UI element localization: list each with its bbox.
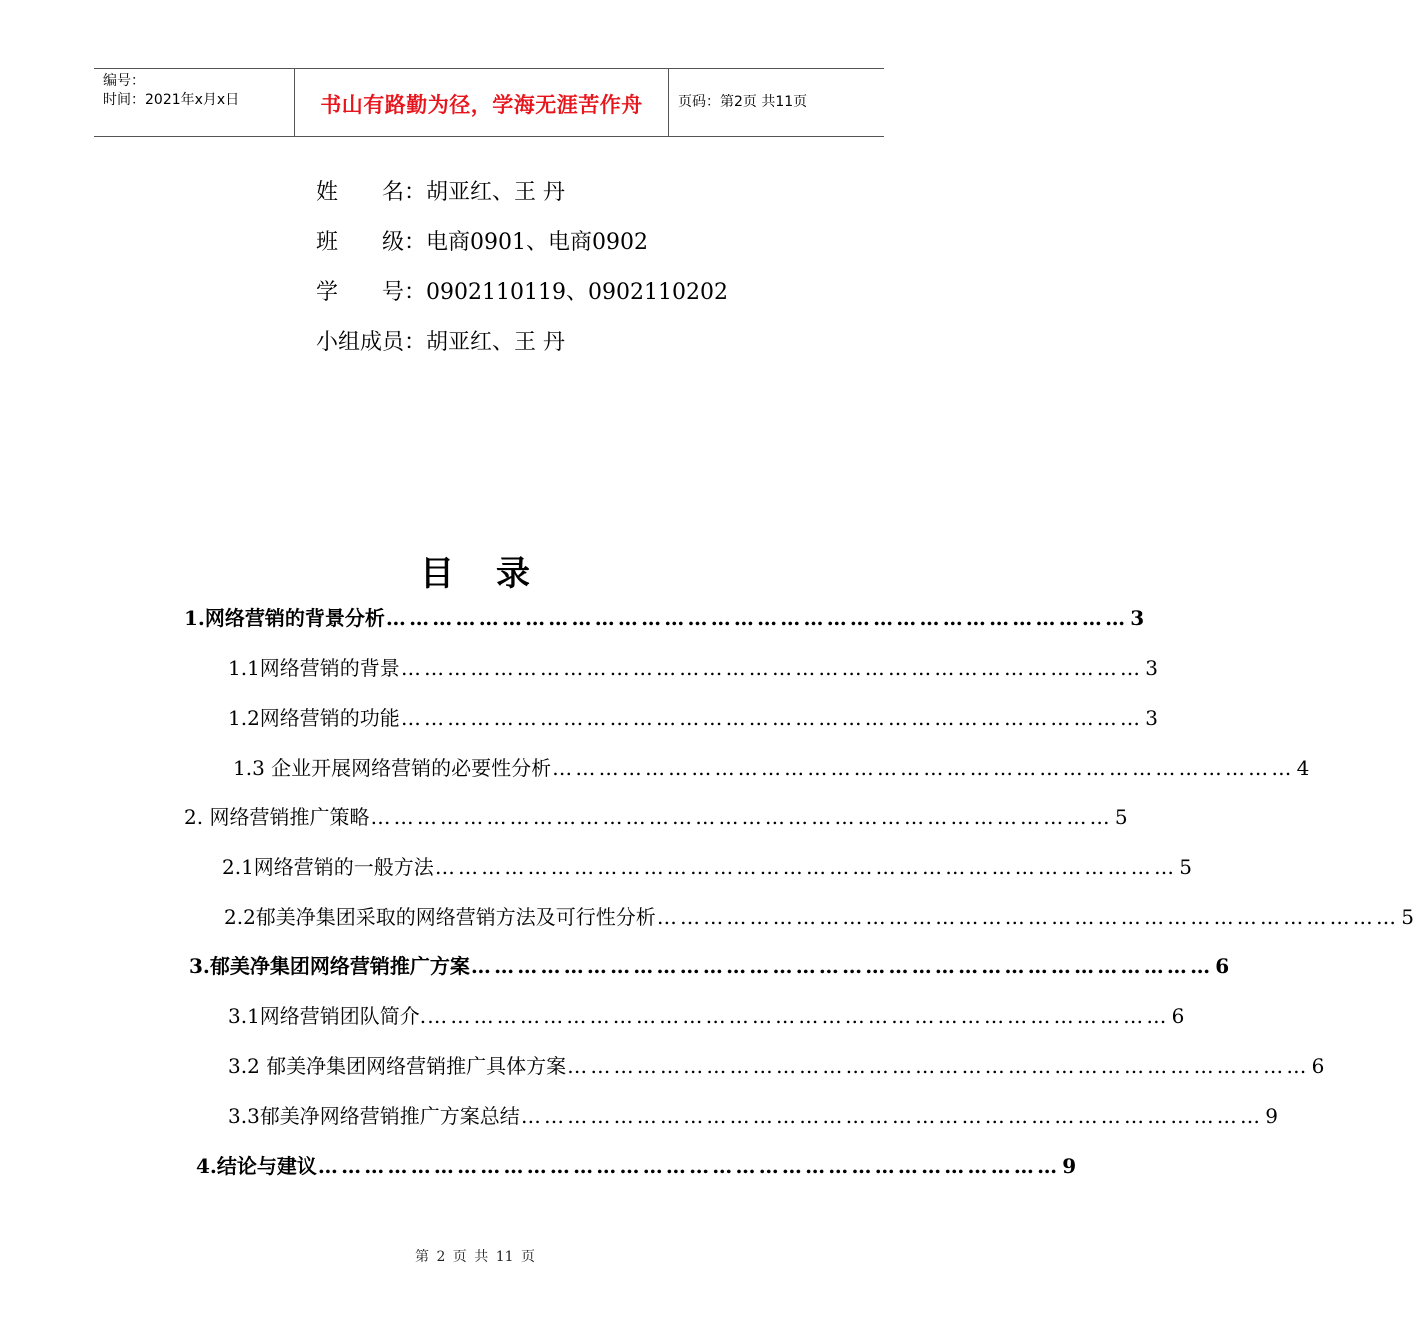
toc-entry-page: 3 bbox=[1145, 706, 1158, 730]
toc-entry[interactable] bbox=[196, 1149, 1077, 1179]
toc-entry-page: 6 bbox=[1171, 1004, 1185, 1028]
toc-entry-page: 5 bbox=[1401, 905, 1414, 929]
page-footer: 第 2 页 共 11 页 bbox=[415, 1249, 535, 1265]
toc-entry-page: 3 bbox=[1130, 606, 1145, 630]
info-row-student-id bbox=[316, 279, 728, 307]
toc-entry-page: 5 bbox=[1179, 855, 1192, 879]
toc-entry-text: 3.2 郁美净集团网络营销推广具体方案 bbox=[228, 1054, 567, 1078]
toc-entry-page: 6 bbox=[1215, 954, 1230, 978]
toc-leader: …………………………………………………………………………………… bbox=[552, 756, 1295, 780]
info-label-name: 姓 名： bbox=[316, 180, 427, 205]
header-left-cell bbox=[94, 69, 294, 136]
toc-leader: …………………………………………………………………………………… bbox=[400, 706, 1144, 730]
toc-leader: …………………………………………………………………………………… bbox=[434, 855, 1178, 879]
toc-entry[interactable] bbox=[233, 751, 1310, 781]
info-row-name bbox=[316, 179, 565, 207]
toc-entry-text: 3.1网络营销团队简介. bbox=[228, 1004, 427, 1028]
toc-entry-text: 2. 网络营销推广策略 bbox=[184, 805, 370, 829]
info-row-class bbox=[316, 229, 648, 257]
toc-entry[interactable] bbox=[184, 601, 1145, 631]
info-label-class: 班 级： bbox=[316, 230, 427, 255]
toc-entry-text: 4.结论与建议 bbox=[196, 1154, 317, 1178]
toc-entry-page: 3 bbox=[1145, 656, 1158, 680]
toc-leader: …………………………………………………………………………………… bbox=[370, 805, 1113, 829]
toc-leader: …………………………………………………………………………………… bbox=[317, 1154, 1061, 1178]
toc-entry-text: 2.2郁美净集团采取的网络营销方法及可行性分析 bbox=[224, 905, 656, 929]
toc-entry[interactable] bbox=[228, 1099, 1278, 1129]
toc-entry[interactable] bbox=[222, 850, 1192, 880]
info-label-student-id: 学 号： bbox=[316, 280, 427, 305]
page-info: 页码：第2页 共11页 bbox=[678, 94, 808, 110]
toc-entry-text: 1.1网络营销的背景 bbox=[228, 656, 400, 680]
toc-entry-page: 5 bbox=[1114, 805, 1128, 829]
info-row-members bbox=[316, 329, 565, 357]
toc-entry[interactable] bbox=[184, 800, 1128, 830]
header-motto-cell bbox=[294, 69, 669, 136]
toc-entry[interactable] bbox=[224, 900, 1414, 930]
toc-entry[interactable] bbox=[228, 999, 1185, 1029]
toc-entry-text: 1.3 企业开展网络营销的必要性分析 bbox=[233, 756, 552, 780]
toc-entry-text: 3.郁美净集团网络营销推广方案 bbox=[189, 954, 470, 978]
header-right-cell bbox=[668, 69, 884, 136]
toc-entry[interactable] bbox=[228, 651, 1158, 681]
toc-entry[interactable] bbox=[228, 1049, 1325, 1079]
info-value-name: 胡亚红、王 丹 bbox=[426, 180, 566, 205]
toc-leader: …………………………………………………………………………………… bbox=[470, 954, 1214, 978]
info-value-class: 电商0901、电商0902 bbox=[426, 230, 648, 255]
header-motto: 书山有路勤为径，学海无涯苦作舟 bbox=[320, 93, 643, 117]
toc-entry-text: 3.3郁美净网络营销推广方案总结 bbox=[228, 1104, 520, 1128]
toc-leader: …………………………………………………………………………………… bbox=[427, 1004, 1170, 1028]
toc-entry-page: 6 bbox=[1311, 1054, 1325, 1078]
toc-leader: …………………………………………………………………………………… bbox=[520, 1104, 1264, 1128]
toc-leader: …………………………………………………………………………………… bbox=[385, 606, 1129, 630]
toc-entry-page: 4 bbox=[1296, 756, 1310, 780]
info-value-student-id: 0902110119、0902110202 bbox=[426, 280, 728, 305]
toc-entry-text: 1.网络营销的背景分析 bbox=[184, 606, 385, 630]
toc-entry[interactable] bbox=[228, 701, 1158, 731]
toc-title: 目录 bbox=[420, 554, 572, 594]
page-header bbox=[94, 68, 884, 137]
toc-entry-page: 9 bbox=[1062, 1154, 1077, 1178]
toc-entry-page: 9 bbox=[1265, 1104, 1278, 1128]
toc-leader: …………………………………………………………………………………… bbox=[567, 1054, 1310, 1078]
toc-leader: …………………………………………………………………………………… bbox=[656, 905, 1400, 929]
serial-number-label: 编号： bbox=[103, 73, 145, 89]
time-label: 时间：2021年x月x日 bbox=[103, 92, 240, 108]
info-value-members: 胡亚红、王 丹 bbox=[426, 330, 566, 355]
toc-entry-text: 2.1网络营销的一般方法 bbox=[222, 855, 434, 879]
toc-entry-text: 1.2网络营销的功能 bbox=[228, 706, 400, 730]
toc-entry[interactable] bbox=[189, 949, 1230, 979]
info-label-members: 小组成员： bbox=[316, 330, 427, 355]
toc-leader: …………………………………………………………………………………… bbox=[400, 656, 1144, 680]
